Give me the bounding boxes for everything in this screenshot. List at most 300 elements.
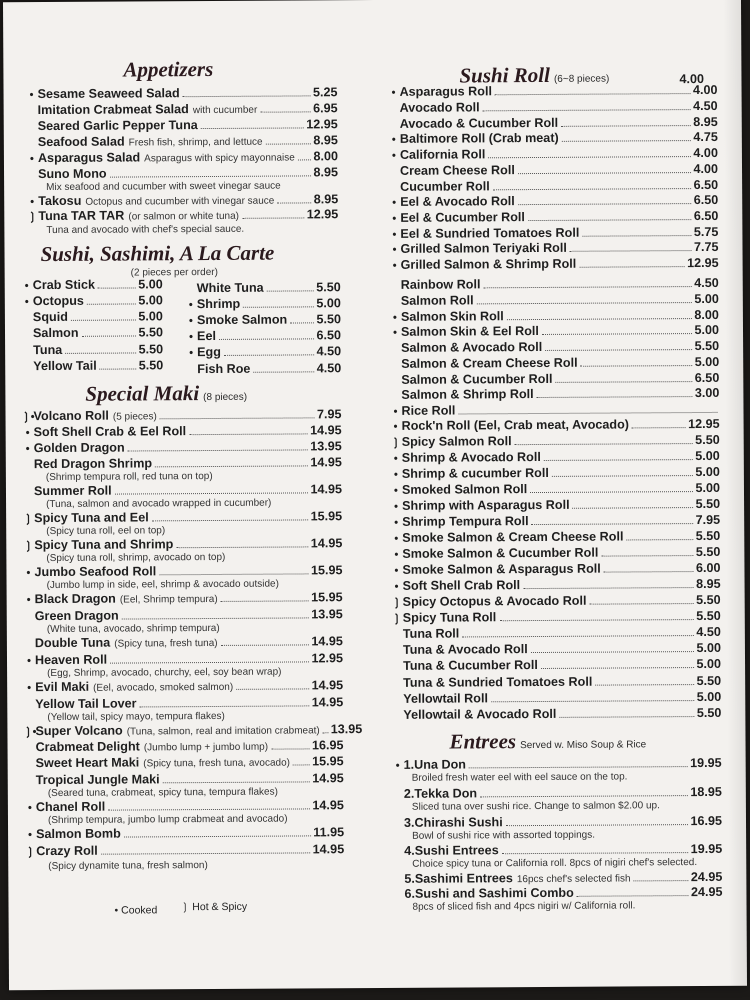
entrees-heading: Entrees Served w. Miso Soup & Rice <box>449 729 647 754</box>
item-description: (Spicy tuna, fresh tuna) <box>114 637 218 650</box>
sushi-roll-item <box>389 292 719 308</box>
cooked-marker-icon: • <box>394 484 398 497</box>
dot-leader <box>632 427 686 428</box>
dot-leader <box>528 219 692 221</box>
cooked-marker-icon: • <box>27 655 31 668</box>
item-note: Choice spicy tuna or California roll. 8pcs of nigiri chef's selected. <box>412 857 698 870</box>
item-description: (Jumbo lump + jumbo lump) <box>143 741 269 754</box>
dot-leader <box>515 443 694 445</box>
item-note: Bowl of sushi rice with assorted toppings. <box>412 829 595 842</box>
item-name: Salmon Skin & Eel Roll <box>400 323 539 339</box>
item-price: 6.50 <box>694 370 720 386</box>
item-name: 5.Sashimi Entrees <box>404 871 513 886</box>
item-price: 5.50 <box>316 312 341 327</box>
spicy-marker-icon: ❳ <box>25 846 35 859</box>
sushi-roll-item <box>389 308 719 324</box>
dot-leader <box>589 603 694 605</box>
item-price: 14.95 <box>310 482 343 497</box>
item-price: 5.00 <box>694 322 720 338</box>
item-name: Sesame Seaweed Salad <box>37 86 180 102</box>
dot-leader <box>267 290 315 291</box>
item-name: Tuna <box>33 342 63 358</box>
item-price: 5.50 <box>138 358 164 373</box>
dot-leader <box>71 319 137 320</box>
dot-leader <box>293 764 310 765</box>
sushi-roll-item <box>388 209 718 225</box>
sushi-roll-item <box>389 402 719 418</box>
dot-leader <box>290 322 314 323</box>
item-name: Rock'n Roll (Eel, Crab meat, Avocado) <box>401 417 630 433</box>
item-price: 5.00 <box>694 354 720 370</box>
sushi-roll-item <box>389 323 719 339</box>
cooked-marker-icon: • <box>28 829 33 842</box>
item-name: Smoked Salmon Roll <box>401 482 528 497</box>
sushi-roll-item <box>389 276 719 292</box>
item-name: White Tuna <box>196 280 264 296</box>
sushi-roll-item <box>389 386 719 402</box>
item-name: 1.Una Don <box>403 757 466 772</box>
appetizer-item <box>26 192 338 208</box>
item-price: 5.00 <box>695 448 720 464</box>
sushi-roll-item <box>390 561 720 577</box>
item-price: 5.00 <box>138 277 163 292</box>
item-name: Rainbow Roll <box>400 277 481 292</box>
a-la-carte-item <box>185 296 341 311</box>
dot-leader <box>537 396 693 398</box>
sushi-roll-item <box>390 417 720 433</box>
item-name: Cucumber Roll <box>400 179 490 194</box>
dot-leader <box>545 349 692 351</box>
item-price: 15.95 <box>310 509 343 524</box>
dot-leader <box>555 381 692 383</box>
item-name: Eel & Cucumber Roll <box>400 210 525 225</box>
item-price: 5.50 <box>695 544 721 560</box>
dot-leader <box>82 335 137 336</box>
special-maki-item <box>22 536 342 552</box>
item-price: 12.95 <box>306 117 338 132</box>
dot-leader <box>128 449 309 451</box>
item-price: 7.95 <box>695 512 721 528</box>
dot-leader <box>219 338 315 340</box>
dot-leader <box>570 250 692 252</box>
dot-leader <box>559 716 694 718</box>
item-name: 2.Tekka Don <box>403 786 478 801</box>
item-price: 5.00 <box>695 480 721 496</box>
item-price: 3.00 <box>694 385 720 401</box>
dot-leader <box>484 286 693 288</box>
cooked-marker-icon: • <box>394 500 399 513</box>
dot-leader <box>480 795 688 797</box>
dot-leader <box>236 688 310 689</box>
cooked-marker-icon: • <box>392 311 397 324</box>
item-name: Tropical Jungle Maki <box>35 772 160 788</box>
dot-leader <box>581 365 693 367</box>
item-price: 8.95 <box>313 192 339 207</box>
item-description: (5 pieces) <box>112 411 157 423</box>
item-price: 7.95 <box>316 407 342 422</box>
item-price: 15.95 <box>312 754 344 769</box>
special-maki-item <box>24 825 344 841</box>
cooked-marker-icon: • <box>392 243 397 256</box>
sushi-roll-item <box>391 625 721 641</box>
sushi-roll-item <box>388 99 718 115</box>
sushi-roll-item <box>388 130 718 146</box>
item-name: 4.Sushi Entrees <box>404 843 499 858</box>
sushi-roll-item <box>388 178 718 194</box>
item-name: Yellow Tail <box>33 358 97 374</box>
item-name: Spicy Tuna and Shrimp <box>34 537 174 553</box>
item-price: 14.95 <box>312 842 345 857</box>
cooked-marker-icon: • <box>394 580 399 593</box>
item-name: Spicy Salmon Roll <box>401 434 512 449</box>
item-price: 14.95 <box>310 536 343 551</box>
sushi-roll-item <box>390 481 720 497</box>
item-description: (Tuna, salmon, real and imitation crabmeat) <box>126 725 320 738</box>
legend-spicy <box>180 901 247 913</box>
special-maki-item <box>22 455 342 471</box>
special-maki-item <box>23 722 363 739</box>
item-price: 12.95 <box>311 651 344 666</box>
item-price: 5.00 <box>695 464 720 480</box>
sushi-roll-item <box>391 657 721 673</box>
item-name: Grilled Salmon Teriyaki Roll <box>400 240 567 256</box>
item-name: Evil Maki <box>35 679 90 695</box>
item-price: 4.50 <box>693 98 718 114</box>
item-note: (Egg, Shrimp, avocado, churchy, eel, soy bean wrap) <box>47 666 282 680</box>
item-price: 8.95 <box>313 133 338 148</box>
item-price: 5.50 <box>316 280 341 295</box>
a-la-carte-item <box>21 293 163 308</box>
appetizer-item <box>26 85 338 101</box>
item-price: 5.00 <box>138 293 163 308</box>
entree-item <box>392 756 722 772</box>
a-la-carte-item <box>185 361 341 376</box>
item-name: Crazy Roll <box>36 843 98 859</box>
dot-leader <box>253 371 314 372</box>
item-name: Suno Mono <box>37 166 107 182</box>
item-name: Crab Stick <box>32 277 96 293</box>
item-price: 16.95 <box>311 738 344 753</box>
dot-leader <box>108 808 310 810</box>
cooked-marker-icon: • <box>189 347 194 360</box>
item-name: Baltimore Roll (Crab meat) <box>399 130 559 146</box>
item-name: Yellowtail Roll <box>403 691 488 706</box>
item-price: 6.50 <box>693 208 719 224</box>
cooked-marker-icon: • <box>188 299 193 312</box>
cooked-marker-icon: • <box>393 420 398 433</box>
item-price: 16.95 <box>690 813 723 829</box>
sushi-roll-item <box>389 371 719 387</box>
cooked-marker-icon: • <box>29 153 34 166</box>
dot-leader <box>122 617 310 619</box>
item-name: Golden Dragon <box>33 440 125 456</box>
spicy-marker-icon: ❳ <box>392 612 402 625</box>
item-note: (White tuna, avocado, shrimp tempura) <box>46 622 220 636</box>
a-la-carte-item <box>21 342 163 357</box>
dot-leader <box>552 475 694 477</box>
a-la-carte-item <box>21 325 163 340</box>
item-name: Imitation Crabmeat Salad <box>37 102 189 118</box>
item-name: Fish Roe <box>197 361 251 377</box>
dot-leader <box>152 519 309 521</box>
item-price: 13.95 <box>330 722 363 737</box>
item-price: 6.50 <box>316 328 342 343</box>
item-price: 5.50 <box>696 705 722 721</box>
item-name: Avocado Roll <box>399 100 480 115</box>
item-price: 15.95 <box>311 590 343 605</box>
appetizer-item <box>26 149 338 165</box>
dot-leader <box>87 303 136 304</box>
item-name: Salmon Roll <box>400 293 474 308</box>
item-name: Tuna TAR TAR <box>38 208 125 224</box>
page-shadow <box>723 0 747 986</box>
special-maki-item <box>23 695 343 711</box>
item-note: (Tuna, salmon and avocado wrapped in cucumber) <box>46 497 272 511</box>
special-maki-item <box>21 407 341 423</box>
dot-leader <box>159 573 309 575</box>
dot-leader <box>518 203 692 205</box>
sushi-sashimi-heading: Sushi, Sashimi, A La Carte <box>40 240 275 267</box>
item-price: 13.95 <box>311 607 343 622</box>
spicy-marker-icon: ❳• <box>23 726 37 739</box>
sushi-roll-item <box>390 545 720 561</box>
item-name: Sweet Heart Maki <box>35 755 140 771</box>
a-la-carte-item <box>185 280 341 295</box>
item-name: Black Dragon <box>34 591 116 607</box>
left-column <box>21 0 363 917</box>
item-price: 19.95 <box>690 755 722 771</box>
special-maki-item <box>23 590 343 606</box>
item-name: Seafood Salad <box>37 134 125 150</box>
item-description: 16pcs chef's selected fish <box>516 873 631 886</box>
cooked-marker-icon: • <box>392 212 397 225</box>
item-price: 5.00 <box>696 640 721 656</box>
item-price: 5.50 <box>696 608 721 624</box>
dot-leader <box>582 235 692 237</box>
item-name: Seared Garlic Pepper Tuna <box>37 118 198 134</box>
item-price: 19.95 <box>690 841 723 857</box>
item-price: 6.50 <box>693 177 719 193</box>
item-note: Broiled fresh water eel with eel sauce on the top. <box>411 771 628 784</box>
cooked-marker-icon: • <box>392 196 397 209</box>
spicy-marker-icon: ❳ <box>23 513 33 526</box>
dot-leader <box>155 465 308 467</box>
item-name: Spicy Octopus & Avocado Roll <box>402 593 587 609</box>
dot-leader <box>531 651 695 653</box>
dot-leader <box>499 619 694 621</box>
sushi-roll-item <box>388 146 718 162</box>
item-name: Double Tuna <box>34 635 111 651</box>
cooked-marker-icon: • <box>392 259 397 272</box>
item-description: Fresh fish, shrimp, and lettuce <box>128 136 263 149</box>
dot-leader <box>458 412 717 415</box>
special-maki-item <box>22 482 342 498</box>
appetizers-heading: Appetizers <box>123 56 214 82</box>
dot-leader <box>626 539 693 540</box>
special-maki-item <box>22 423 342 439</box>
appetizer-item <box>26 207 338 223</box>
entree-item <box>392 885 722 901</box>
dot-leader <box>189 433 308 435</box>
sushi-roll-item <box>391 641 721 657</box>
item-name: Yellowtail & Avocado Roll <box>403 706 557 722</box>
item-price: 5.50 <box>696 592 721 608</box>
item-name: Green Dragon <box>34 608 119 624</box>
entree-item <box>392 814 722 830</box>
sushi-roll-item <box>388 115 718 131</box>
sushi-roll-item <box>390 497 720 513</box>
entree-item <box>392 785 722 801</box>
item-price: 4.50 <box>694 275 719 291</box>
dot-leader <box>224 354 315 356</box>
spicy-marker-icon: ❳ <box>27 211 37 224</box>
item-name: Salmon & Cream Cheese Roll <box>401 355 578 371</box>
item-name: Spicy Tuna and Eel <box>34 510 149 526</box>
dot-leader <box>242 217 305 218</box>
dot-leader <box>544 459 693 461</box>
item-name: Salmon & Shrimp Roll <box>401 387 534 402</box>
item-name: Smoke Salmon & Cucumber Roll <box>402 545 599 561</box>
sushi-roll-item <box>391 706 721 722</box>
cooked-label: Cooked <box>121 904 158 917</box>
item-name: Salmon Skin Roll <box>400 309 504 324</box>
item-price: 12.95 <box>687 255 719 271</box>
a-la-carte-item <box>185 312 341 327</box>
dot-leader <box>541 667 695 669</box>
cooked-marker-icon: • <box>26 594 31 607</box>
item-name: Avocado & Cucumber Roll <box>399 115 559 131</box>
dot-leader <box>507 318 693 320</box>
dot-leader <box>595 684 694 686</box>
dot-leader <box>100 368 137 369</box>
item-name: Salmon & Avocado Roll <box>401 339 543 355</box>
cooked-marker-icon: • <box>189 331 193 344</box>
cooked-marker-icon: • <box>393 405 398 418</box>
item-note: (Yellow tail, spicy mayo, tempura flakes) <box>47 710 225 724</box>
item-name: Eel & Avocado Roll <box>400 194 515 209</box>
dot-leader <box>160 417 315 419</box>
a-la-carte-item <box>185 344 341 359</box>
item-price: 13.95 <box>310 439 342 454</box>
sushi-sashimi-subtitle: (2 pieces per order) <box>130 266 218 279</box>
entree-item <box>392 870 722 886</box>
spicy-marker-icon: ❳• <box>21 411 35 424</box>
item-price: 5.00 <box>316 296 341 311</box>
cooked-marker-icon: • <box>394 548 399 561</box>
item-name: Red Dragon Shrimp <box>33 456 153 472</box>
dot-leader <box>462 635 694 637</box>
item-price: 14.95 <box>311 634 343 649</box>
sushi-roll-item <box>390 465 720 481</box>
item-price: 24.95 <box>690 869 723 885</box>
cooked-marker-icon: • <box>391 86 396 99</box>
item-price: 18.95 <box>690 784 722 800</box>
item-price: 4.50 <box>696 624 721 640</box>
dot-leader <box>577 895 689 897</box>
dot-leader <box>493 188 692 190</box>
item-name: Chanel Roll <box>35 799 106 815</box>
item-price: 5.50 <box>695 528 721 544</box>
item-price: 6.50 <box>693 192 719 208</box>
spicy-marker-icon: ❳ <box>23 540 33 553</box>
item-price: 5.50 <box>138 342 164 357</box>
item-price: 5.50 <box>694 338 720 354</box>
item-name: Heaven Roll <box>34 652 108 668</box>
item-name: Soft Shell Crab & Eel Roll <box>33 424 187 440</box>
item-description: (Eel, avocado, smoked salmon) <box>93 681 234 694</box>
item-price: 12.95 <box>688 416 720 432</box>
item-name: Smoke Salmon & Cream Cheese Roll <box>402 529 624 545</box>
spicy-marker-icon: ❳ <box>392 596 402 609</box>
item-description: Octopus and cucumber with vinegar sauce <box>85 195 275 208</box>
dot-leader <box>469 766 688 768</box>
item-price: 4.50 <box>316 344 342 359</box>
dot-leader <box>65 352 136 353</box>
item-name: Tuna Roll <box>402 626 460 641</box>
special-maki-item <box>24 842 344 858</box>
spicy-mark: ❳ <box>180 901 190 914</box>
dot-leader <box>140 705 310 707</box>
sushi-roll-item <box>390 513 720 529</box>
item-price: 4.00 <box>693 161 719 177</box>
dot-leader <box>604 571 694 573</box>
item-name: Salmon Bomb <box>36 826 121 842</box>
item-name: Yellow Tail Lover <box>35 696 137 712</box>
item-description: (or salmon or white tuna) <box>128 210 239 223</box>
item-price: 4.50 <box>316 361 342 376</box>
dot-leader <box>488 156 691 158</box>
item-name: Cream Cheese Roll <box>399 163 515 178</box>
item-description: Asparagus with spicy mayonnaise <box>144 152 295 165</box>
sushi-roll-item <box>388 240 718 256</box>
item-name: Asparagus Salad <box>37 150 141 166</box>
item-name: Summer Roll <box>33 483 112 499</box>
dot-leader <box>271 748 310 749</box>
item-note: (Shrimp tempura roll, red tuna on top) <box>45 470 213 484</box>
special-maki-item <box>22 509 342 525</box>
cooked-marker-icon: • <box>24 296 29 309</box>
dot-leader <box>542 333 693 335</box>
item-price: 5.25 <box>312 85 338 100</box>
top-price: 4.00 <box>679 71 705 87</box>
item-name: 3.Chirashi Sushi <box>403 815 503 830</box>
item-name: Volcano Roll <box>33 408 109 424</box>
dot-leader <box>502 852 689 854</box>
item-name: Salmon <box>32 325 79 341</box>
special-maki-item <box>23 607 343 623</box>
item-description: with cucumber <box>192 104 258 117</box>
item-name: Shrimp & Avocado Roll <box>401 449 541 465</box>
a-la-carte-item <box>185 328 341 343</box>
dot-leader <box>530 491 693 493</box>
item-price: 5.50 <box>138 325 164 340</box>
item-price: 14.95 <box>311 695 344 710</box>
item-price: 5.00 <box>696 689 722 705</box>
cooked-marker-icon: • <box>29 89 34 102</box>
item-price: 7.75 <box>693 239 719 255</box>
dot-leader <box>483 109 691 111</box>
sushi-roll-item <box>391 674 721 690</box>
dot-leader <box>110 661 309 663</box>
item-price: 5.75 <box>693 224 719 240</box>
item-price: 8.95 <box>693 114 718 130</box>
dot-leader <box>221 600 309 602</box>
cooked-marker-icon: • <box>392 228 397 241</box>
item-note: Mix seafood and cucumber with sweet vinegar sauce <box>46 180 281 194</box>
sushi-roll-item <box>391 690 721 706</box>
item-price: 14.95 <box>311 678 344 693</box>
item-price: 24.95 <box>690 884 723 900</box>
